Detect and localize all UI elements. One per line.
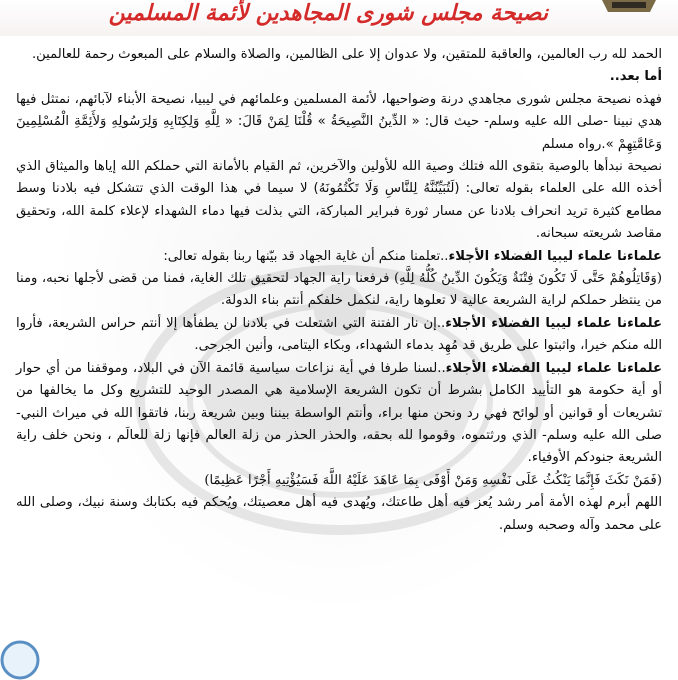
header-banner	[0, 0, 678, 36]
paragraph-text: ..تعلمنا منكم أن غاية الجهاد قد بيّنها ربنا بقوله تعالى:	[163, 248, 449, 264]
address-scholars: علماءنا علماء ليبيا الفضلاء الأجلاء	[445, 360, 662, 376]
paragraph-fitna	[16, 313, 662, 358]
paragraph-text: ..لسنا طرفا في أية نزاعات سياسية قائمة الآن في البلاد، وموقفنا من أي حوار أو أية حكومة هو التأييد الكامل بشرط أن تكون الشريعة الإسلامية هي المصدر الوحيد للتشريع وكل ما يخالفها من تشريعات أو قوانين أو لوائح فهي رد ونحن منها براء، وأنتم الواسطة بيننا وبين شريعة ربنا، فاتقوا الله في ميراث النبي- صلى الله عليه وسلم- الذي ورثتموه، وقوموا لله بحقه، والحذر الحذر من زلة العالم فإنها زلة للعالَم ، ونحن خلف راية الشريعة جنودكم الأوفياء.	[16, 360, 662, 466]
page-title: نصيحة مجلس شورى المجاهدين لأئمة المسلمين	[108, 0, 548, 26]
paragraph-intro: فهذه نصيحة مجلس شورى مجاهدي درنة وضواحيها، لأئمة المسلمين وعلمائهم في ليبيا، نصيحة الأبناء لآبائهم، نمتثل فيها هدي نبينا -صلى الله عليه وسلم- حيث قال: « الدِّينُ النَّصِيحَةُ » قُلْنَا لِمَنْ قَالَ: « لِلَّهِ وَلِكِتَابِهِ وَلِرَسُولِهِ وَلأَئِمَّةِ الْمُسْلِمِينَ وَعَامَّتِهِمْ ».رواه مسلم	[16, 91, 662, 152]
amma-bad: أما بعد..	[609, 69, 662, 85]
emblem-icon	[600, 0, 658, 14]
paragraph-text: فرفعنا راية الجهاد لتحقيق تلك الغاية، فمنا من قضى لأجلها نحبه، ومنا من ينتظر حملكم لراية الشريعة عالية لا تعلوها راية، لنكمل خلفكم أنتم بناء الدولة.	[16, 271, 662, 309]
opening-praise: الحمد لله رب العالمين، والعاقبة للمتقين، ولا عدوان إلا على الظالمين، والصلاة والسلام على المبعوث رحمة للعالمين.	[31, 47, 662, 62]
paragraph-jihad-goal	[16, 246, 662, 268]
paragraph-advice: نصيحة نبدأها بالوصية بتقوى الله فتلك وصية الله للأولين والآخرين، ثم القيام بالأمانة التي حملكم الله إياها والميثاق الذي أخذه الله على العلماء بقوله تعالى: (لَتُبَيِّنُنَّهُ لِلنَّاسِ وَلَا تَكْتُمُونَهُ) لا سيما في هذا الوقت الذي تتشكل فيه بلادنا وسط مطامع كثيرة تريد انحراف بلادنا عن مسار ثورة فبراير المباركة، التي بذلت فيها دماء الشهداء لإعلاء كلمة الله، وتحقيق مقاصد شريعته سبحانه.	[16, 159, 662, 242]
paragraph-position	[16, 358, 662, 470]
quran-verse: (وَقَاتِلُوهُمْ حَتَّى لَا تَكُونَ فِتْنَةٌ وَيَكُونَ الدِّينُ كُلُّهُ لِلَّهِ)	[393, 271, 662, 287]
quran-verse-covenant: (فَمَنْ نَكَثَ فَإِنَّمَا يَنْكُثُ عَلَى نَفْسِهِ وَمَنْ أَوْفَى بِمَا عَاهَدَ عَلَيْهُ اللَّهَ فَسَيُؤْتِيهِ أَجْرًا عَظِيمًا)	[204, 472, 662, 488]
closing-supplication: اللهم أبرم لهذه الأمة أمر رشد يُعز فيه أهل طاعتك، ويُهدى فيه أهل معصيتك، ويُحكم فيه بكتابك وسنة نبيك، وصلى الله على محمد وآله وصحبه وسلم.	[16, 495, 662, 533]
paragraph-verse-qital	[16, 268, 662, 313]
address-scholars: علماءنا علماء ليبيا الفضلاء الأجلاء	[448, 248, 662, 264]
paragraph-text: ..إن نار الفتنة التي اشتعلت في بلادنا لن يطفأها إلا أنتم حراس الشريعة، فأروا الله منكم خيرا، واثبتوا على طريق قد مُهِد بدماء الشهداء، وبكاء اليتامى، وأنين الجرحى.	[16, 315, 662, 354]
seal-icon	[0, 640, 40, 680]
address-scholars: علماءنا علماء ليبيا الفضلاء الأجلاء	[445, 315, 662, 331]
letter-body	[16, 44, 662, 670]
